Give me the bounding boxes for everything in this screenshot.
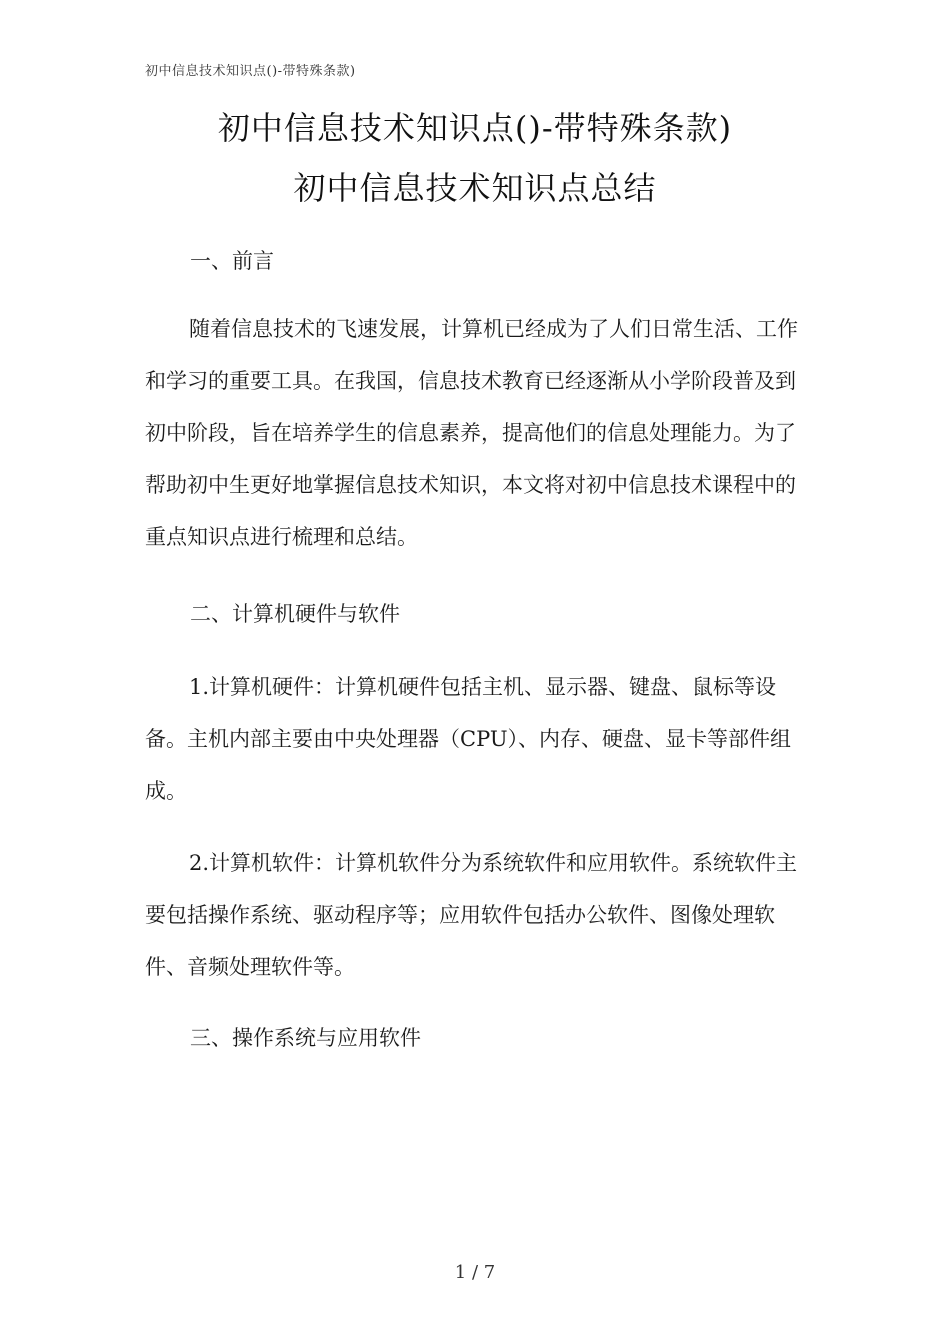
section-heading-os-applications: 三、操作系统与应用软件	[190, 1026, 421, 1050]
document-title: 初中信息技术知识点()-带特殊条款)	[217, 109, 733, 147]
section-heading-hardware-software: 二、计算机硬件与软件	[190, 602, 400, 626]
hardware-paragraph: 1.计算机硬件：计算机硬件包括主机、显示器、键盘、鼠标等设备。主机内部主要由中央处理器（CPU）、内存、硬盘、显卡等部件组成。	[145, 675, 792, 803]
document-subtitle: 初中信息技术知识点总结	[293, 169, 657, 207]
software-paragraph: 2.计算机软件：计算机软件分为系统软件和应用软件。系统软件主要包括操作系统、驱动程序等；应用软件包括办公软件、图像处理软件、音频处理软件等。	[145, 851, 798, 979]
running-header: 初中信息技术知识点()-带特殊条款)	[145, 64, 356, 79]
section-heading-preface: 一、前言	[190, 249, 274, 273]
preface-paragraph: 随着信息技术的飞速发展，计算机已经成为了人们日常生活、工作和学习的重要工具。在我国，信息技术教育已经逐渐从小学阶段普及到初中阶段，旨在培养学生的信息素养，提高他们的信息处理能力。为了帮助初中生更好地掌握信息技术知识，本文将对初中信息技术课程中的重点知识点进行梳理和总结。	[145, 317, 798, 549]
page-number: 1 / 7	[454, 1262, 496, 1283]
